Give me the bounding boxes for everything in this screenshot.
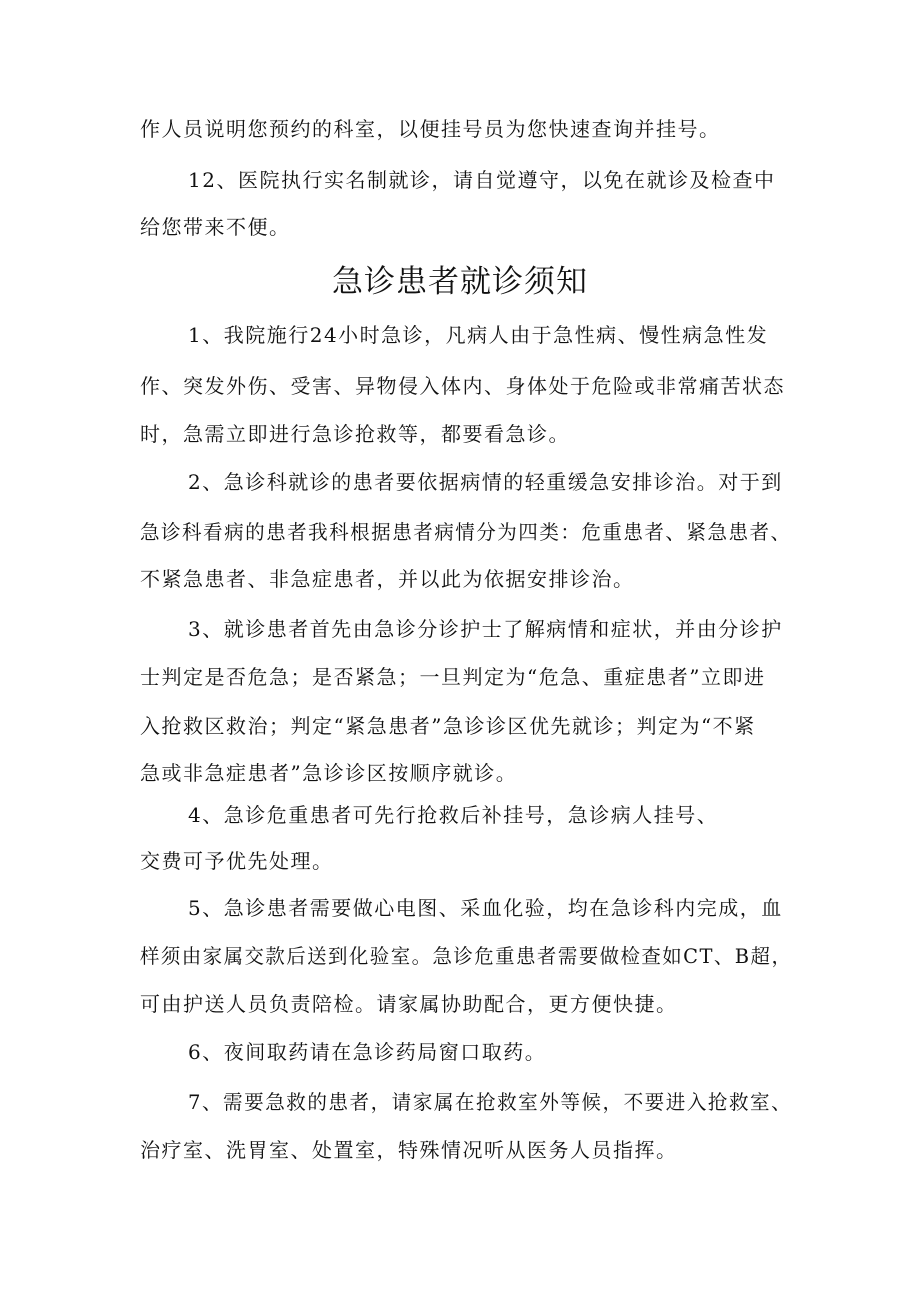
- intro-line-2: 12、医院执行实名制就诊，请自觉遵守，以免在就诊及检查中: [188, 168, 776, 192]
- paragraph-3-line-1: 3、就诊患者首先由急诊分诊护士了解病情和症状，并由分诊护: [188, 617, 783, 641]
- paragraph-3-line-3: 入抢救区救治；判定“紧急患者”急诊诊区优先就诊；判定为“不紧: [140, 714, 756, 738]
- page-title: 急诊患者就诊须知: [332, 264, 588, 300]
- paragraph-5-line-2: 样须由家属交款后送到化验室。急诊危重患者需要做检查如CT、B超，: [140, 944, 793, 968]
- paragraph-5-line-1: 5、急诊患者需要做心电图、采血化验，均在急诊科内完成，血: [188, 896, 783, 920]
- paragraph-7-line-1: 7、需要急救的患者，请家属在抢救室外等候，不要进入抢救室、: [188, 1090, 793, 1114]
- paragraph-2-line-2: 急诊科看病的患者我科根据患者病情分为四类：危重患者、紧急患者、: [140, 520, 792, 544]
- paragraph-5-line-3: 可由护送人员负责陪检。请家属协助配合，更方便快捷。: [140, 992, 678, 1016]
- paragraph-2-line-1: 2、急诊科就诊的患者要依据病情的轻重缓急安排诊治。对于到: [188, 470, 783, 494]
- paragraph-1-line-3: 时，急需立即进行急诊抢救等，都要看急诊。: [140, 422, 570, 446]
- paragraph-2-line-3: 不紧急患者、非急症患者，并以此为依据安排诊治。: [140, 567, 635, 591]
- paragraph-3-line-2: 士判定是否危急；是否紧急；一旦判定为“危急、重症患者”立即进: [140, 665, 766, 689]
- paragraph-1-line-2: 作、突发外伤、受害、异物侵入体内、身体处于危险或非常痛苦状态: [140, 374, 785, 398]
- paragraph-6-line-1: 6、夜间取药请在急诊药局窗口取药。: [188, 1040, 547, 1064]
- paragraph-4-line-1: 4、急诊危重患者可先行抢救后补挂号，急诊病人挂号、: [188, 803, 719, 827]
- intro-line-1: 作人员说明您预约的科室，以便挂号员为您快速查询并挂号。: [140, 117, 721, 141]
- paragraph-1-line-1: 1、我院施行24小时急诊，凡病人由于急性病、慢性病急性发: [188, 323, 769, 347]
- paragraph-3-line-4: 急或非急症患者”急诊诊区按顺序就诊。: [140, 761, 518, 785]
- paragraph-4-line-2: 交费可予优先处理。: [140, 849, 334, 873]
- paragraph-7-line-2: 治疗室、洗胃室、处置室，特殊情况听从医务人员指挥。: [140, 1138, 678, 1162]
- intro-line-3: 给您带来不便。: [140, 215, 291, 239]
